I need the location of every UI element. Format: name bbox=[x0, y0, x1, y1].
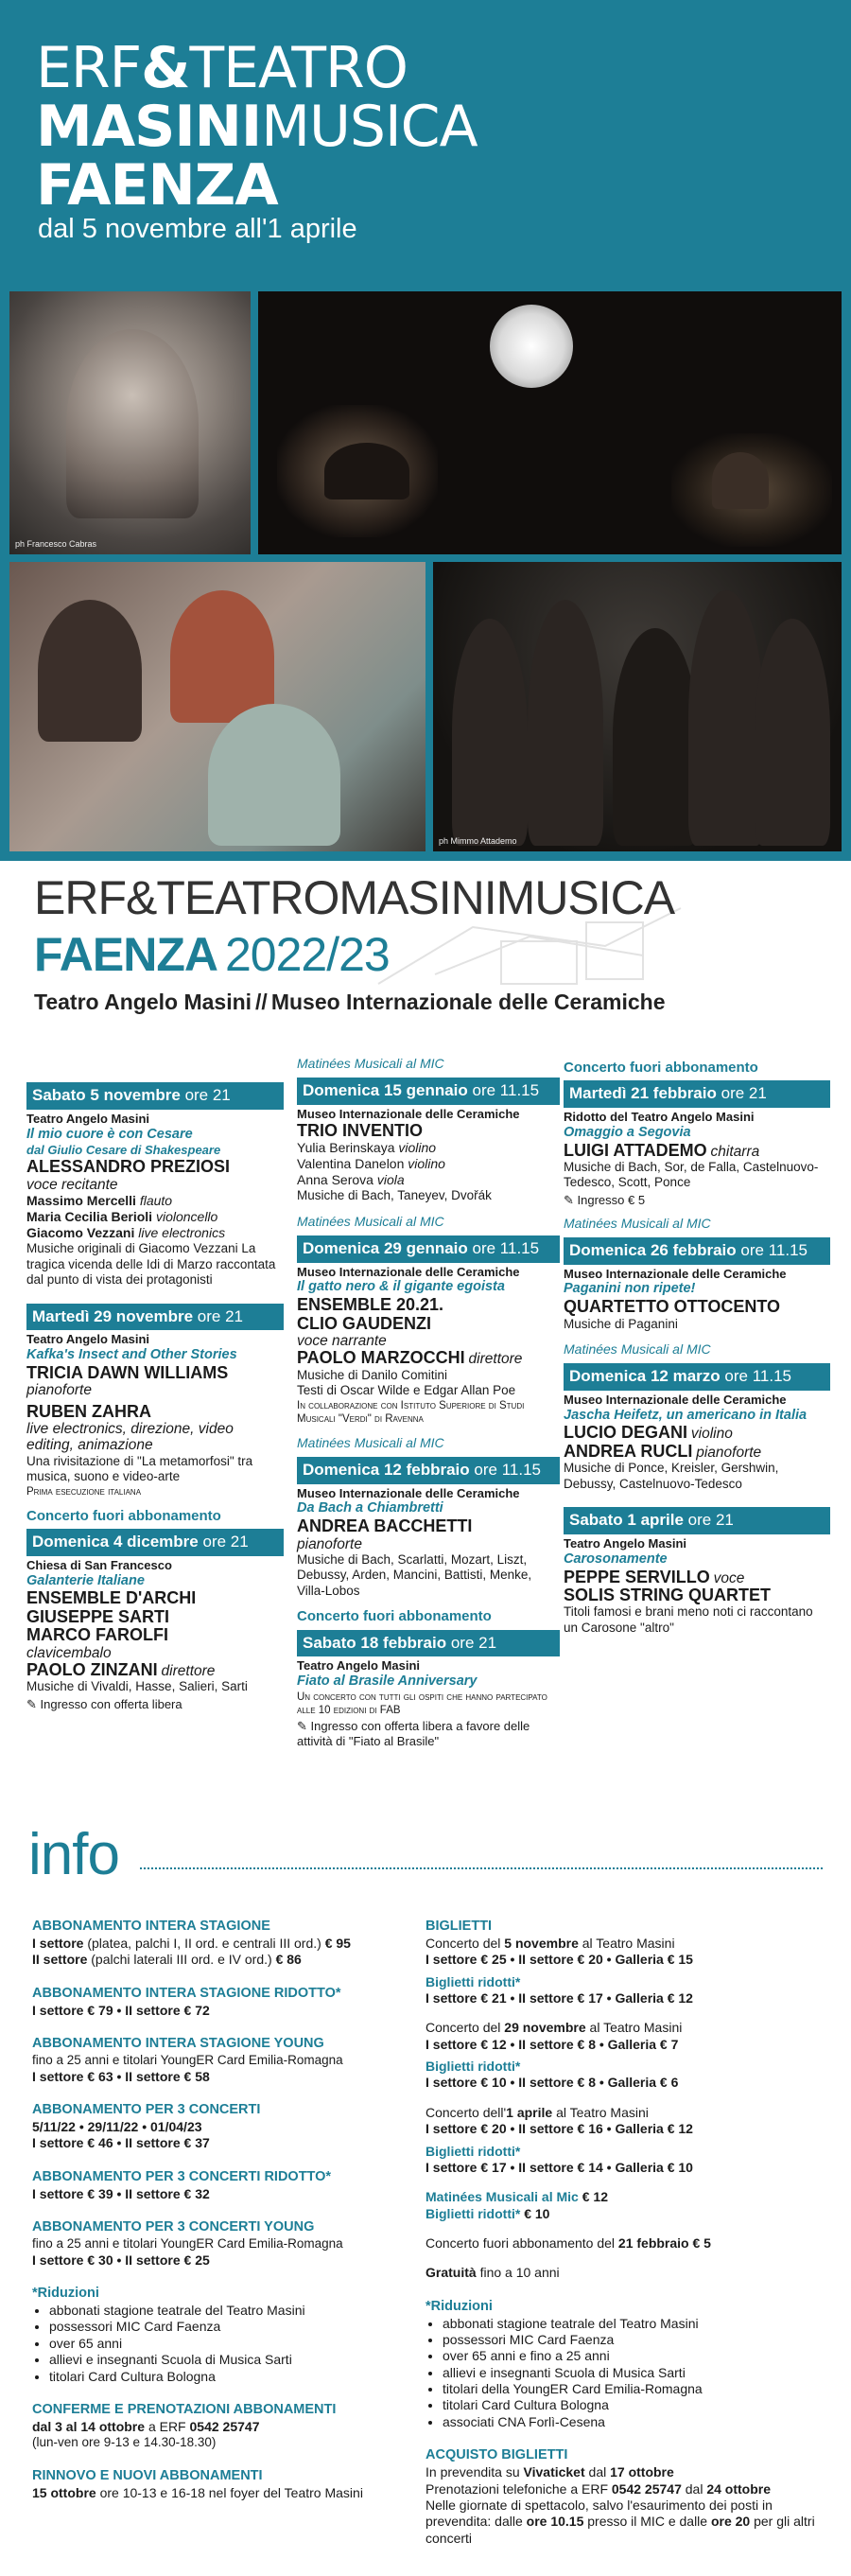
info-heading: ABBONAMENTO INTERA STAGIONE RIDOTTO* bbox=[32, 1985, 341, 2001]
info-heading: BIGLIETTI bbox=[426, 1919, 493, 1934]
event-time: ore 11.15 bbox=[472, 1081, 540, 1100]
info-line: 29 novembre bbox=[504, 2020, 586, 2036]
event-description: Musiche di Paganini bbox=[564, 1316, 678, 1331]
event-description: Una rivisitazione di "La metamorfosi" tra musica, suono e video-arte bbox=[26, 1453, 253, 1484]
info-line: (palchi laterali III ord. e IV ord.) bbox=[91, 1952, 272, 1968]
performer-role: pianoforte bbox=[297, 1535, 362, 1552]
info-line: Concerto fuori abbonamento del bbox=[426, 2235, 616, 2251]
program-column-2 bbox=[297, 1052, 560, 1749]
info-line: I settore bbox=[32, 1935, 84, 1951]
ticket-icon: ✎ bbox=[26, 1696, 37, 1711]
program-column-3 bbox=[564, 1052, 830, 1636]
event-venue: Teatro Angelo Masini bbox=[26, 1111, 150, 1126]
info-subheading: Biglietti ridotti* bbox=[426, 2059, 521, 2075]
performer-role: pianoforte bbox=[26, 1382, 92, 1399]
photo-caption-1: ph Francesco Cabras bbox=[15, 539, 97, 549]
photo-trio bbox=[9, 562, 426, 851]
event-time: ore 11.15 bbox=[472, 1238, 540, 1257]
event-time: ore 11.15 bbox=[474, 1460, 541, 1479]
event-description: Musiche di Bach, Taneyev, Dvořák bbox=[297, 1188, 492, 1203]
performer: Maria Cecilia Berioli bbox=[26, 1209, 153, 1225]
event-date: Domenica 12 marzo bbox=[569, 1367, 721, 1386]
performer: PEPPE SERVILLO bbox=[564, 1567, 710, 1586]
info-price: I settore € 21 • II settore € 17 • Galleria € 12 bbox=[426, 1990, 693, 2006]
info-line: fino a 25 anni e titolari YoungER Card Emilia-Romagna bbox=[32, 2052, 343, 2067]
performer-role: violino bbox=[690, 1426, 733, 1443]
event-time: ore 21 bbox=[184, 1086, 231, 1104]
event-title: Il gatto nero & il gigante egoista bbox=[297, 1279, 505, 1295]
performer-role: voce narrante bbox=[297, 1333, 387, 1350]
info-heading: CONFERME E PRENOTAZIONI ABBONAMENTI bbox=[32, 2401, 337, 2417]
event-description: Un concerto con tutti gli ospiti che hanno partecipato alle 10 edizioni di FAB bbox=[297, 1691, 547, 1716]
event-time: ore 21 bbox=[687, 1511, 734, 1530]
ticket-icon: ✎ bbox=[564, 1192, 574, 1207]
venue-sep: // bbox=[255, 990, 268, 1014]
info-price: € 86 bbox=[275, 1952, 302, 1968]
info-subheading: Matinées Musicali al Mic bbox=[426, 2189, 579, 2205]
performer-role: voce bbox=[713, 1569, 745, 1586]
info-line: In prevendita su bbox=[426, 2464, 520, 2480]
info-line: al Teatro Masini bbox=[582, 1935, 675, 1951]
event-venue: Museo Internazionale delle Ceramiche bbox=[564, 1392, 787, 1407]
hero-masini: MASINI bbox=[36, 94, 262, 160]
event-date: Sabato 1 aprile bbox=[569, 1511, 684, 1530]
info-line: ore 10.15 bbox=[526, 2514, 584, 2530]
info-subheading: Biglietti ridotti* bbox=[426, 1973, 521, 1989]
extra-concert-label: Concerto fuori abbonamento bbox=[564, 1060, 758, 1076]
info-line: 5 novembre bbox=[504, 1935, 579, 1951]
info-line: 15 ottobre bbox=[32, 2484, 96, 2500]
event-title: Kafka's Insect and Other Stories bbox=[26, 1347, 237, 1363]
performer-role: voce recitante bbox=[26, 1176, 118, 1193]
info-heading: *Riduzioni bbox=[426, 2298, 493, 2314]
event-description: Musiche di Bach, Scarlatti, Mozart, Liszt, Debussy, Arden, Mancini, Battisti, Menke, Villa-Lobos bbox=[297, 1551, 532, 1598]
event-venue: Museo Internazionale delle Ceramiche bbox=[297, 1485, 520, 1500]
info-heading: ABBONAMENTO PER 3 CONCERTI RIDOTTO* bbox=[32, 2168, 332, 2184]
info-line: 17 ottobre bbox=[610, 2464, 674, 2480]
event-date-bar bbox=[26, 1304, 284, 1331]
info-line: al Teatro Masini bbox=[589, 2020, 683, 2036]
extra-concert-label: Concerto fuori abbonamento bbox=[297, 1608, 492, 1625]
info-line: dal bbox=[685, 2480, 703, 2497]
list-item: • abbonati stagione teatrale del Teatro Masini bbox=[49, 2303, 420, 2319]
performer: GIUSEPPE SARTI bbox=[26, 1606, 170, 1626]
event-venue: Teatro Angelo Masini bbox=[564, 1535, 687, 1551]
event-title: Il mio cuore è con Cesare bbox=[26, 1126, 193, 1142]
event-title: Paganini non ripete! bbox=[564, 1281, 696, 1297]
event-title: Da Bach a Chiambretti bbox=[297, 1500, 443, 1516]
info-line: II settore bbox=[32, 1952, 88, 1968]
performer-role: direttore bbox=[468, 1351, 523, 1368]
event-title: Jascha Heifetz, un americano in Italia bbox=[564, 1407, 808, 1423]
info-price: I settore € 12 • II settore € 8 • Galleria € 7 bbox=[426, 2036, 679, 2052]
event-date: Domenica 12 febbraio bbox=[303, 1460, 470, 1479]
event-venue: Ridotto del Teatro Angelo Masini bbox=[564, 1110, 755, 1125]
event-date: Sabato 5 novembre bbox=[32, 1086, 181, 1104]
event-title: Omaggio a Segovia bbox=[564, 1124, 691, 1140]
info-subscriptions bbox=[32, 1919, 420, 2501]
info-line: 24 ottobre bbox=[706, 2480, 772, 2497]
info-price: I settore € 10 • II settore € 8 • Galleria € 6 bbox=[426, 2075, 679, 2091]
info-price: I settore € 63 • II settore € 58 bbox=[32, 2068, 210, 2084]
performer-role: violino bbox=[398, 1140, 437, 1156]
info-line: (lun-ven ore 9-13 e 14.30-18.30) bbox=[32, 2435, 217, 2450]
info-line: a ERF bbox=[148, 2418, 186, 2434]
info-line: Gratuità bbox=[426, 2265, 477, 2281]
event-date: Martedì 29 novembre bbox=[32, 1306, 194, 1325]
info-line: presso il MIC e dalle bbox=[587, 2514, 708, 2530]
event-time: ore 11.15 bbox=[740, 1240, 808, 1259]
performer-role: pianoforte bbox=[696, 1444, 762, 1461]
info-price: I settore € 39 • II settore € 32 bbox=[32, 2185, 210, 2201]
list-item: • associati CNA Forlì-Cesena bbox=[443, 2414, 832, 2430]
info-price: I settore € 79 • II settore € 72 bbox=[32, 2002, 210, 2018]
performer: LUIGI ATTADEMO bbox=[564, 1140, 707, 1160]
event-note: In collaborazione con Istituto Superiore di Studi Musicali "Verdi" di Ravenna bbox=[297, 1399, 525, 1425]
phone-number: 0542 25747 bbox=[189, 2418, 260, 2434]
info-price: I settore € 20 • II settore € 16 • Galleria € 12 bbox=[426, 2121, 693, 2137]
extra-concert-label: Concerto fuori abbonamento bbox=[26, 1507, 221, 1524]
performer-role: violino bbox=[408, 1156, 445, 1172]
event-date: Domenica 26 febbraio bbox=[569, 1240, 737, 1259]
info-price: I settore € 17 • II settore € 14 • Galleria € 10 bbox=[426, 2159, 693, 2175]
event-date-bar bbox=[297, 1078, 560, 1105]
matinee-label: Matinées Musicali al MIC bbox=[297, 1434, 444, 1450]
venue-b: Museo Internazionale delle Ceramiche bbox=[270, 990, 666, 1014]
event-date-bar bbox=[564, 1237, 830, 1265]
performer: ENSEMBLE 20.21. bbox=[297, 1295, 444, 1315]
event-date-bar bbox=[297, 1457, 560, 1484]
photo-quartet bbox=[433, 562, 842, 851]
info-line: 5/11/22 • 29/11/22 • 01/04/23 bbox=[32, 2119, 202, 2135]
info-line: Concerto dell' bbox=[426, 2104, 507, 2120]
info-heading: RINNOVO E NUOVI ABBONAMENTI bbox=[32, 2467, 263, 2483]
info-price: € 10 bbox=[524, 2205, 550, 2221]
matinee-label: Matinées Musicali al MIC bbox=[564, 1215, 711, 1231]
hero-musica: MUSICA bbox=[261, 94, 478, 160]
info-line: 1 aprile bbox=[506, 2104, 553, 2120]
event-note: Ingresso € 5 bbox=[577, 1192, 646, 1207]
list-item: • over 65 anni bbox=[49, 2336, 420, 2352]
performer-role: violoncello bbox=[155, 1209, 218, 1225]
info-subheading: Biglietti ridotti* bbox=[426, 2143, 521, 2159]
performer: PAOLO ZINZANI bbox=[26, 1660, 158, 1680]
masthead-title: ERF&TEATROMASINIMUSICA bbox=[34, 871, 675, 924]
event-venue: Teatro Angelo Masini bbox=[26, 1332, 150, 1347]
performer: Massimo Mercelli bbox=[26, 1192, 136, 1208]
info-line: Concerto del bbox=[426, 1935, 501, 1951]
performer-role: flauto bbox=[139, 1192, 173, 1208]
event-venue: Teatro Angelo Masini bbox=[297, 1658, 421, 1674]
info-heading: ABBONAMENTO PER 3 CONCERTI YOUNG bbox=[32, 2219, 315, 2235]
event-date-bar bbox=[564, 1363, 830, 1391]
info-line: ore 20 bbox=[710, 2514, 751, 2530]
info-heading: ABBONAMENTO INTERA STAGIONE bbox=[32, 1919, 270, 1934]
info-price: € 12 bbox=[582, 2189, 608, 2205]
reductions-list bbox=[443, 2316, 832, 2431]
info-line: per gli altri concerti bbox=[426, 2514, 815, 2546]
event-date: Domenica 15 gennaio bbox=[303, 1081, 468, 1100]
event-title: Galanterie Italiane bbox=[26, 1572, 145, 1588]
event-description: Musiche di Ponce, Kreisler, Gershwin, Debussy, Castelnuovo-Tedesco bbox=[564, 1461, 779, 1491]
info-line: Vivaticket bbox=[523, 2464, 585, 2480]
performer-role: chitarra bbox=[710, 1143, 760, 1160]
list-item: • titolari Card Cultura Bologna bbox=[49, 2369, 420, 2385]
info-line: ore 10-13 e 16-18 nel foyer del Teatro Masini bbox=[99, 2484, 363, 2500]
performer: CLIO GAUDENZI bbox=[297, 1313, 431, 1333]
event-date: Martedì 21 febbraio bbox=[569, 1084, 717, 1103]
info-heading: info bbox=[28, 1822, 119, 1887]
hero-teatro: TEATRO bbox=[189, 35, 408, 101]
performer: Yulia Berinskaya bbox=[297, 1140, 395, 1156]
hero-erf: ERF bbox=[36, 35, 142, 101]
list-item: • possessori MIC Card Faenza bbox=[443, 2332, 832, 2348]
performer: TRICIA DAWN WILLIAMS bbox=[26, 1362, 229, 1382]
program-column-1 bbox=[26, 1052, 284, 1712]
event-time: ore 21 bbox=[197, 1306, 243, 1325]
matinee-label: Matinées Musicali al MIC bbox=[564, 1341, 711, 1358]
event-venue: Chiesa di San Francesco bbox=[26, 1557, 172, 1572]
event-date-bar bbox=[297, 1630, 560, 1657]
performer: Anna Serova bbox=[297, 1172, 373, 1188]
info-line: fino a 10 anni bbox=[479, 2265, 560, 2281]
event-date: Domenica 4 dicembre bbox=[32, 1533, 199, 1551]
info-line: Nelle giornate di spettacolo, salvo l'esaurimento dei posti in prevendita: dalle bbox=[426, 2497, 773, 2530]
list-item: • possessori MIC Card Faenza bbox=[49, 2319, 420, 2335]
info-price: I settore € 25 • II settore € 20 • Galleria € 15 bbox=[426, 1952, 693, 1968]
info-line: Concerto del bbox=[426, 2020, 501, 2036]
event-venue: Museo Internazionale delle Ceramiche bbox=[297, 1264, 520, 1279]
hero-amp: & bbox=[141, 35, 190, 101]
event-note: Ingresso con offerta libera a favore delle attività di "Fiato al Brasile" bbox=[297, 1718, 530, 1748]
hero-faenza: FAENZA bbox=[36, 152, 278, 219]
event-description: Musiche di Danilo Comitini bbox=[297, 1367, 448, 1382]
info-divider bbox=[140, 1867, 823, 1869]
event-time: ore 21 bbox=[202, 1533, 249, 1551]
event-description: Musiche di Bach, Sor, de Falla, Castelnuovo-Tedesco, Scott, Ponce bbox=[564, 1160, 819, 1190]
info-line: dal bbox=[588, 2464, 607, 2480]
performer: ALESSANDRO PREZIOSI bbox=[26, 1157, 231, 1177]
hero-title bbox=[36, 35, 478, 219]
info-tickets bbox=[426, 1919, 832, 2547]
list-item: • titolari Card Cultura Bologna bbox=[443, 2397, 832, 2413]
list-item: • allievi e insegnanti Scuola di Musica Sarti bbox=[443, 2365, 832, 2381]
info-heading: ACQUISTO BIGLIETTI bbox=[426, 2447, 568, 2463]
photo-stage bbox=[258, 291, 842, 554]
performer: RUBEN ZAHRA bbox=[26, 1401, 151, 1421]
list-item: • titolari della YoungER Card Emilia-Romagna bbox=[443, 2381, 832, 2397]
info-line: (platea, palchi I, II ord. e centrali III ord.) bbox=[87, 1935, 321, 1951]
info-price: I settore € 30 • II settore € 25 bbox=[32, 2252, 210, 2268]
list-item: • abbonati stagione teatrale del Teatro Masini bbox=[443, 2316, 832, 2332]
photo-portrait bbox=[9, 291, 251, 554]
performer: MARCO FAROLFI bbox=[26, 1625, 168, 1645]
matinee-label: Matinées Musicali al MIC bbox=[297, 1213, 444, 1229]
event-date-bar bbox=[26, 1529, 284, 1556]
event-date-bar bbox=[297, 1235, 560, 1263]
event-time: ore 21 bbox=[450, 1633, 497, 1652]
event-date-bar bbox=[564, 1080, 830, 1108]
event-date-bar bbox=[26, 1082, 284, 1110]
performer: ANDREA RUCLI bbox=[564, 1441, 693, 1461]
event-date-bar bbox=[564, 1507, 830, 1534]
performer-role: direttore bbox=[161, 1663, 216, 1680]
venue-a: Teatro Angelo Masini bbox=[34, 990, 252, 1014]
performer: ENSEMBLE D'ARCHI bbox=[26, 1588, 197, 1608]
masthead-faenza: FAENZA bbox=[34, 928, 217, 981]
hero-dates: dal 5 novembre all'1 aprile bbox=[38, 214, 357, 244]
info-line: Prenotazioni telefoniche a ERF bbox=[426, 2480, 608, 2497]
performer: LUCIO DEGANI bbox=[564, 1423, 688, 1443]
event-description: Musiche di Vivaldi, Hasse, Salieri, Sarti bbox=[26, 1679, 248, 1694]
event-venue: Museo Internazionale delle Ceramiche bbox=[297, 1106, 520, 1121]
event-title: Fiato al Brasile Anniversary bbox=[297, 1674, 478, 1690]
performer-role: live electronics, direzione, video editing, animazione bbox=[26, 1421, 234, 1454]
performer: Giacomo Vezzani bbox=[26, 1225, 135, 1241]
info-heading: ABBONAMENTO PER 3 CONCERTI bbox=[32, 2102, 261, 2118]
performer-role: viola bbox=[376, 1172, 405, 1188]
list-item: • allievi e insegnanti Scuola di Musica Sarti bbox=[49, 2352, 420, 2368]
event-date: Sabato 18 febbraio bbox=[303, 1633, 447, 1652]
performer: ANDREA BACCHETTI bbox=[297, 1516, 473, 1536]
performer-role: live electronics bbox=[138, 1225, 226, 1241]
info-line: al Teatro Masini bbox=[556, 2104, 649, 2120]
performer: SOLIS STRING QUARTET bbox=[564, 1585, 772, 1604]
performer: TRIO INVENTIO bbox=[297, 1120, 424, 1140]
event-note: Ingresso con offerta libera bbox=[40, 1696, 182, 1711]
matinee-label: Matinées Musicali al MIC bbox=[297, 1056, 444, 1071]
list-item: • over 65 anni e fino a 25 anni bbox=[443, 2348, 832, 2364]
info-price: I settore € 46 • II settore € 37 bbox=[32, 2135, 210, 2151]
event-description: Titoli famosi e brani meno noti ci raccontano un Carosone "altro" bbox=[564, 1604, 813, 1635]
info-heading: ABBONAMENTO INTERA STAGIONE YOUNG bbox=[32, 2036, 324, 2052]
event-description: Musiche originali di Giacomo Vezzani La tragica vicenda delle Idi di Marzo raccontata dal punto di vista dei protagonisti bbox=[26, 1241, 276, 1288]
phone-number: 0542 25747 bbox=[611, 2480, 682, 2497]
event-time: ore 21 bbox=[721, 1084, 767, 1103]
event-time: ore 11.15 bbox=[724, 1367, 791, 1386]
event-note: Prima esecuzione italiana bbox=[26, 1485, 142, 1498]
reductions-list bbox=[49, 2303, 420, 2385]
performer: Valentina Danelon bbox=[297, 1156, 405, 1172]
info-heading: *Riduzioni bbox=[32, 2286, 99, 2302]
masthead-city bbox=[34, 927, 390, 982]
event-description: Testi di Oscar Wilde e Edgar Allan Poe bbox=[297, 1383, 516, 1398]
info-line: dal 3 al 14 ottobre bbox=[32, 2418, 146, 2434]
photo-caption-4: ph Mimmo Attademo bbox=[439, 836, 517, 846]
info-subheading: Biglietti ridotti* bbox=[426, 2205, 521, 2221]
performer-role: clavicembalo bbox=[26, 1644, 112, 1661]
performer: PAOLO MARZOCCHI bbox=[297, 1348, 465, 1368]
info-line: fino a 25 anni e titolari YoungER Card Emilia-Romagna bbox=[32, 2236, 343, 2252]
masthead-venues bbox=[34, 990, 666, 1015]
info-price: 21 febbraio € 5 bbox=[617, 2235, 711, 2251]
event-venue: Museo Internazionale delle Ceramiche bbox=[564, 1266, 787, 1281]
ticket-icon: ✎ bbox=[297, 1718, 307, 1733]
event-subtitle: dal Giulio Cesare di Shakespeare bbox=[26, 1143, 221, 1158]
masthead-season: 2022/23 bbox=[225, 928, 390, 981]
event-title: Carosonamente bbox=[564, 1551, 668, 1567]
performer: QUARTETTO OTTOCENTO bbox=[564, 1297, 781, 1317]
info-price: € 95 bbox=[324, 1935, 351, 1951]
event-date: Domenica 29 gennaio bbox=[303, 1238, 468, 1257]
